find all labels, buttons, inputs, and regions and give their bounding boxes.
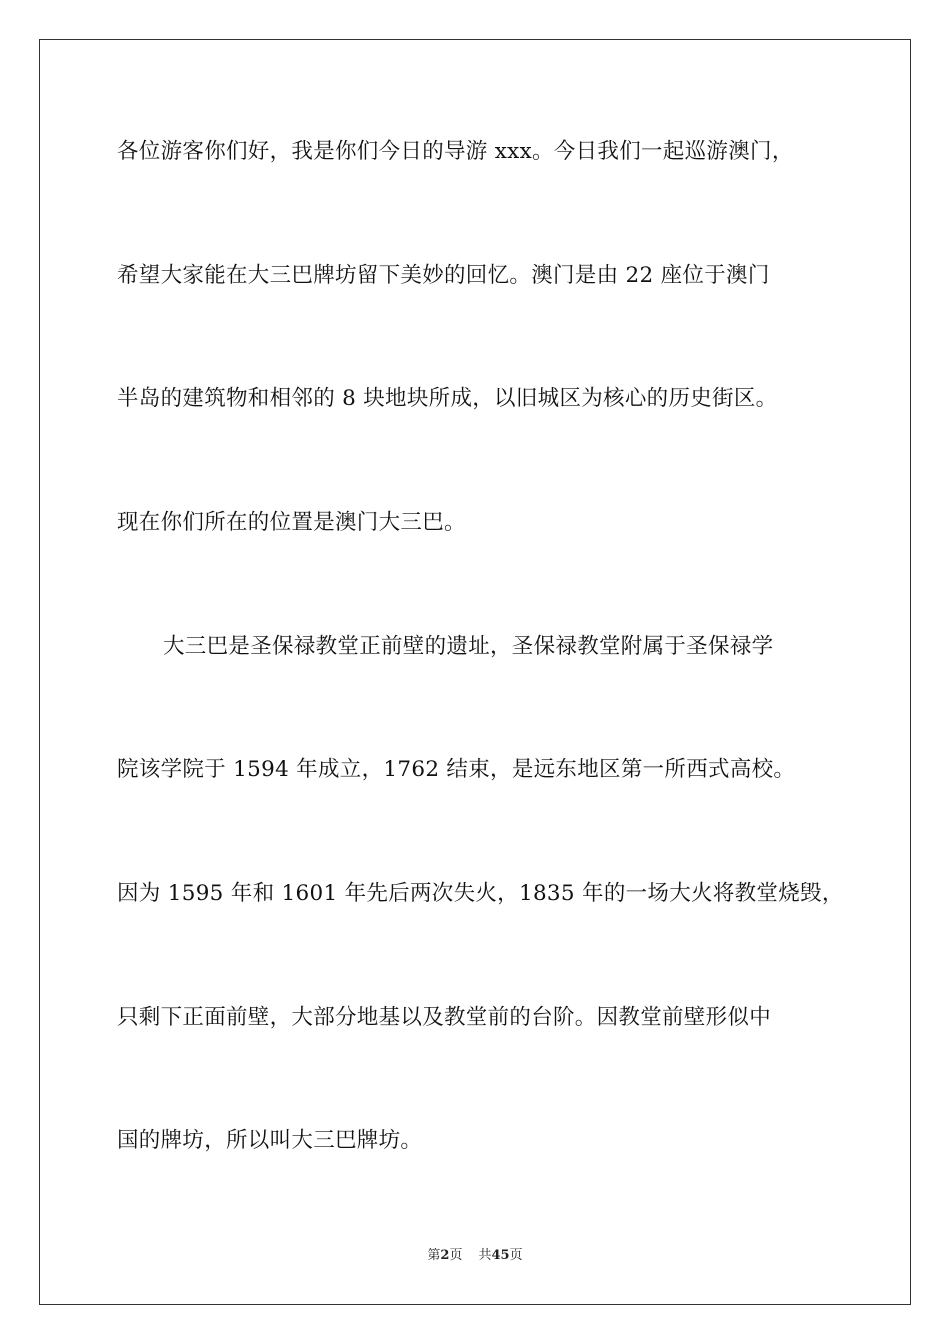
- paragraph-line: 各位游客你们好，我是你们今日的导游 xxx。今日我们一起巡游澳门，: [117, 139, 794, 164]
- paragraph-line: 现在你们所在的位置是澳门大三巴。: [117, 510, 466, 535]
- paragraph-line: 希望大家能在大三巴牌坊留下美妙的回忆。澳门是由 22 座位于澳门: [117, 263, 770, 288]
- page-prefix: 第: [427, 1248, 441, 1263]
- paragraph-line: 院该学院于 1594 年成立，1762 结束，是远东地区第一所西式高校。: [117, 757, 796, 782]
- paragraph-line: 国的牌坊，所以叫大三巴牌坊。: [117, 1128, 423, 1153]
- total-prefix: 共: [478, 1248, 492, 1263]
- page-border: [39, 39, 911, 1305]
- paragraph-line: 因为 1595 年和 1601 年先后两次失火，1835 年的一场大火将教堂烧毁，: [117, 881, 844, 906]
- paragraph-line: 只剩下正面前壁，大部分地基以及教堂前的台阶。因教堂前壁形似中: [117, 1005, 772, 1030]
- total-suffix: 页: [509, 1248, 523, 1263]
- total-pages: 45: [491, 1248, 510, 1263]
- page-footer: [0, 1247, 950, 1265]
- paragraph-line: 半岛的建筑物和相邻的 8 块地块所成，以旧城区为核心的历史街区。: [117, 386, 778, 411]
- page-suffix: 页: [449, 1248, 463, 1263]
- page-number: 2: [440, 1248, 450, 1263]
- paragraph-line: 大三巴是圣保禄教堂正前壁的遗址，圣保禄教堂附属于圣保禄学: [163, 634, 774, 659]
